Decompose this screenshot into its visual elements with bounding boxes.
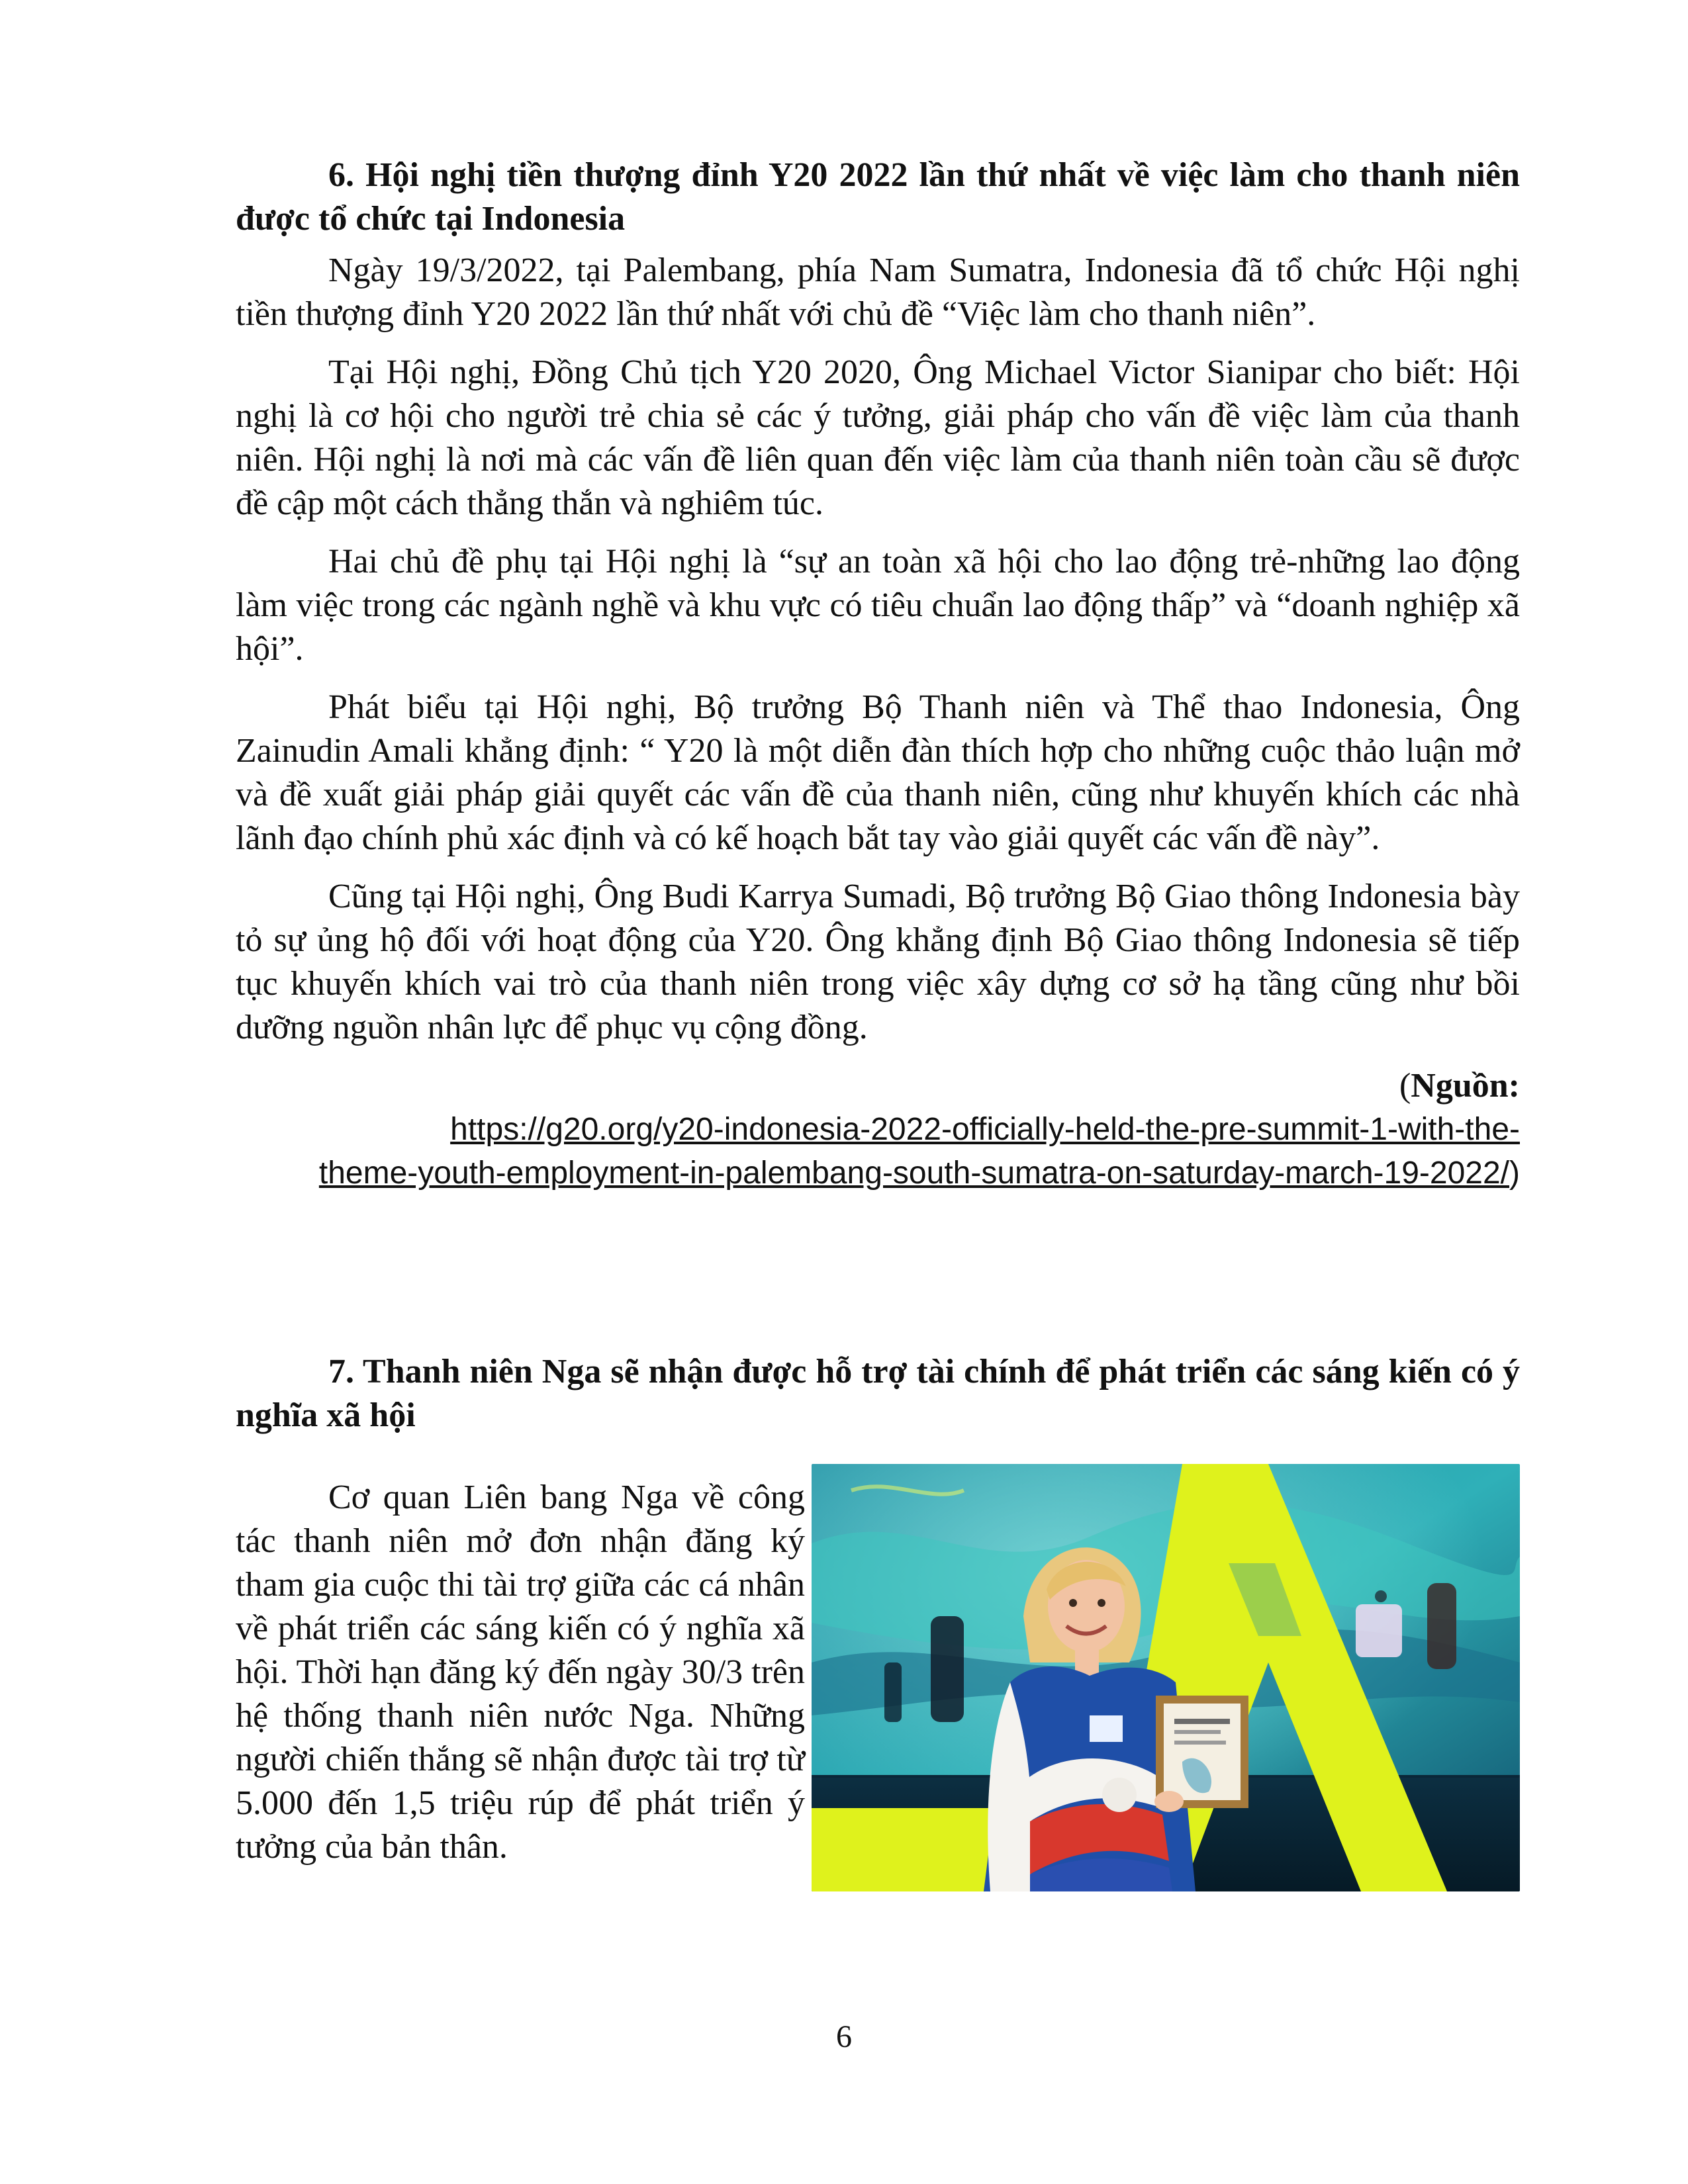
section-7-text-column [236, 1476, 805, 1869]
paragraph: Hai chủ đề phụ tại Hội nghị là “sự an toàn xã hội cho lao động trẻ-những lao động làm việc trong các ngành nghề và khu vực có tiêu chuẩn lao động thấp” và “doanh nghiệp xã hội”. [236, 543, 1520, 668]
source-open-paren: ( [1399, 1067, 1411, 1105]
section-6 [236, 154, 1520, 1195]
source-close-paren: ) [1509, 1156, 1520, 1191]
section-7 [236, 1350, 1520, 1866]
source-label-text: Nguồn: [1411, 1067, 1520, 1105]
section-7-heading: 7. Thanh niên Nga sẽ nhận được hỗ trợ tài chính để phát triển các sáng kiến có ý nghĩa xã hội [236, 1353, 1520, 1434]
paragraph: Tại Hội nghị, Đồng Chủ tịch Y20 2020, Ông Michael Victor Sianipar cho biết: Hội nghị là cơ hội cho người trẻ chia sẻ các ý tưởng, giải pháp cho vấn đề việc làm của thanh niên. Hội nghị là nơi mà các vấn đề liên quan đến việc làm của thanh niên toàn cầu sẽ được đề cập một cách thẳng thắn và nghiêm túc. [236, 353, 1520, 522]
award-photo [812, 1464, 1520, 1891]
paragraph: Cơ quan Liên bang Nga về công tác thanh niên mở đơn nhận đăng ký tham gia cuộc thi tài trợ giữa các cá nhân về phát triển các sáng kiến có ý nghĩa xã hội. Thời hạn đăng ký đến ngày 30/3 trên hệ thống thanh niên nước Nga. Những người chiến thắng sẽ nhận được tài trợ từ 5.000 đến 1,5 triệu rúp để phát triển ý tưởng của bản thân. [236, 1479, 805, 1866]
page-number: 6 [836, 2019, 852, 2054]
source-link[interactable]: https://g20.org/y20-indonesia-2022-officially-held-the-pre-summit-1-with-the- [450, 1112, 1520, 1147]
source-label [236, 1064, 1520, 1108]
source-link-line [236, 1152, 1520, 1195]
source-link[interactable]: theme-youth-employment-in-palembang-south-sumatra-on-saturday-march-19-2022/ [318, 1156, 1510, 1191]
section-6-heading: 6. Hội nghị tiền thượng đỉnh Y20 2022 lần thứ nhất về việc làm cho thanh niên được tổ chức tại Indonesia [236, 156, 1520, 238]
source-link-line [236, 1108, 1520, 1152]
paragraph: Phát biểu tại Hội nghị, Bộ trưởng Bộ Thanh niên và Thể thao Indonesia, Ông Zainudin Amali khẳng định: “ Y20 là một diễn đàn thích hợp cho những cuộc thảo luận mở và đề xuất giải pháp giải quyết các vấn đề của thanh niên, cũng như khuyến khích các nhà lãnh đạo chính phủ xác định và có kế hoạch bắt tay vào giải quyết các vấn đề này”. [236, 688, 1520, 857]
paragraph: Cũng tại Hội nghị, Ông Budi Karrya Sumadi, Bộ trưởng Bộ Giao thông Indonesia bày tỏ sự ủng hộ đối với hoạt động của Y20. Ông khẳng định Bộ Giao thông Indonesia sẽ tiếp tục khuyến khích vai trò của thanh niên trong việc xây dựng cơ sở hạ tầng cũng như bồi dưỡng nguồn nhân lực để phục vụ cộng đồng. [236, 878, 1520, 1046]
award-photo-illustration [812, 1464, 1520, 1891]
paragraph: Ngày 19/3/2022, tại Palembang, phía Nam Sumatra, Indonesia đã tổ chức Hội nghị tiền thượng đỉnh Y20 2022 lần thứ nhất với chủ đề “Việc làm cho thanh niên”. [236, 251, 1520, 333]
